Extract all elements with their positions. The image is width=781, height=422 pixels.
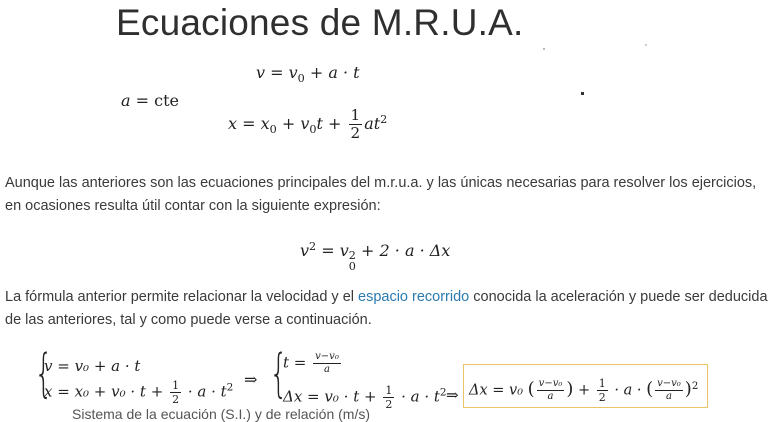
result-equation [469,378,698,403]
eq-x-symbol: x [228,114,238,134]
result-frac1-den: a [547,391,554,402]
eq-v-rest: = v [265,63,298,82]
left-system-top: v = v₀ + a · t [44,357,141,375]
position-equation [228,108,387,141]
left-bottom-tail: · a · t [183,382,227,401]
eq-x-t: t + [316,114,347,134]
speck-1 [581,92,584,95]
eq-x-sub0: 0 [269,123,277,137]
velocity-squared-equation [300,240,450,272]
left-half-num: 1 [172,379,180,392]
eq-x-at: at [364,114,381,134]
result-half-den: 2 [598,391,606,404]
eq-v-sub0: 0 [297,71,305,85]
eq-x-sub1: 0 [309,123,317,137]
result-plus: + [573,382,595,399]
paragraph-intro: Aunque las anteriores son las ecuaciones principales del m.r.u.a. y las únicas necesarias para resolver los ejercicios, en ocasiones resulta útil contar con la siguiente expresión: [5,175,757,214]
result-paren-close-2: ) [684,378,692,400]
result-tail: · a · [609,382,647,399]
mid-top-frac [313,352,341,375]
result-paren-close-1: ) [566,378,574,400]
left-bottom-text: x = x₀ + v₀ · t + [44,382,169,401]
middle-system-top [283,352,343,375]
result-frac1-num: v−v₀ [538,378,563,389]
result-lhs: Δx = v₀ [469,382,528,399]
result-half [597,378,608,403]
espacio-recorrido-link[interactable]: espacio recorrido [358,289,470,305]
velocity-equation [256,63,360,85]
result-frac-1 [537,379,565,402]
eq-a-equals: = [130,91,155,110]
eq-v2-scripts [349,250,356,272]
mid-top-lhs: t = [283,353,312,372]
eq-v2-symbol: v [300,241,310,261]
left-bottom-half [170,380,181,405]
paragraph2-before: La fórmula anterior permite relacionar la velocidad y el [5,289,359,305]
mid-bottom-half [383,385,394,410]
mid-half-den: 2 [385,398,393,411]
paragraph-derivation-intro [5,286,775,332]
eq-v2-sub0: 0 [348,260,356,274]
mid-bottom-text: Δx = v₀ · t + [283,387,382,406]
result-half-num: 1 [598,377,606,390]
paragraph2-after: conocida la aceleración y puede ser deducida de las anteriores, tal y como puede verse a continuación. [5,289,768,328]
eq-x-half [349,108,363,141]
eq-x-half-den: 2 [350,124,361,143]
mid-half-num: 1 [385,384,393,397]
speck-3 [645,44,647,46]
acceleration-constant-equation [121,91,179,110]
eq-v-symbol: v [256,63,266,82]
mid-top-den: a [324,364,330,375]
left-half-den: 2 [172,393,180,406]
cut-off-caption: Sistema de la ecuación (S.I.) y de relación (m/s) [72,406,371,422]
eq-x-mid: = x [237,114,270,134]
result-paren-open-2: ( [646,378,654,400]
result-sq: 2 [691,380,699,392]
result-frac2-num: v−v₀ [657,378,681,389]
result-frac2-den: a [665,391,672,402]
eq-v2-sq: 2 [309,240,317,253]
eq-v2-sq0: 2 [348,248,356,262]
left-system-bottom [44,380,233,405]
eq-a-cte: cte [154,91,179,110]
eq-x-plus: + v [276,114,310,134]
eq-x-sq: 2 [380,113,388,127]
result-paren-open-1: ( [527,378,535,400]
eq-v-tail: + a · t [304,63,360,82]
implies-arrow-2: ⇒ [446,386,459,404]
mid-bottom-tail: · a · t [396,387,440,406]
left-bottom-sq: 2 [226,381,234,394]
page-title: Ecuaciones de M.R.U.A. [116,2,524,43]
mid-top-num: v−v₀ [315,351,339,362]
eq-a-symbol: a [121,91,131,110]
eq-v2-rest: + 2 · a · Δx [355,241,451,261]
eq-x-half-num: 1 [350,106,361,124]
speck-2 [543,48,545,50]
left-system-brace: { [34,344,53,404]
result-frac-2 [655,379,683,402]
eq-v2-eq: = v [316,241,349,261]
implies-arrow-1: ⇒ [244,370,258,389]
mid-bottom-sq: 2 [439,386,447,399]
middle-system-brace: { [269,344,288,404]
